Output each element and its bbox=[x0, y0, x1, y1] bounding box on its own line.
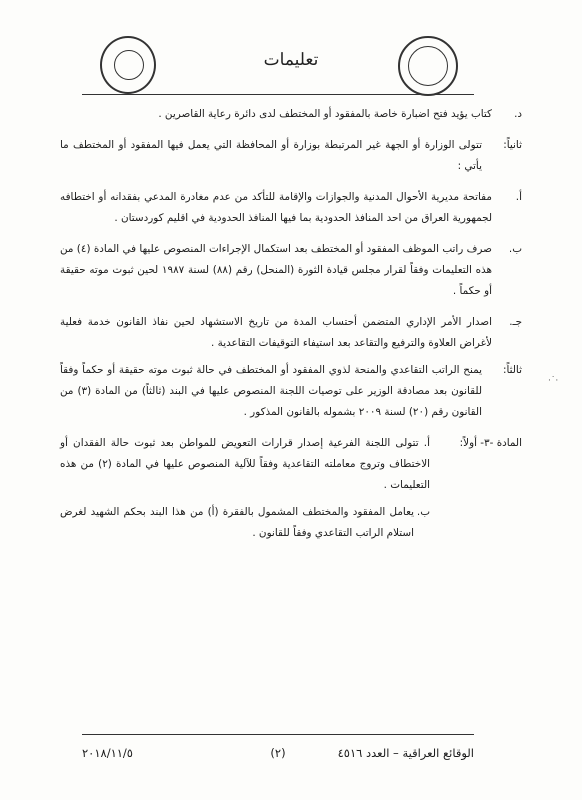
clause-label: ب. bbox=[508, 243, 522, 255]
footer-rule bbox=[82, 734, 474, 735]
clause-text: صرف راتب الموظف المفقود أو المختطف بعد استكمال الإجراءات المنصوص عليها في المادة (٤) من هذه التعليمات وفقاً لقرار مجلس قيادة الثورة (المنحل) رقم (٨٨) لسنة ١٩٨٧ لحين ثبوت موته حقيقة أو حكماً . bbox=[60, 243, 492, 297]
gazette-issue: الوقائع العراقية – العدد ٤٥١٦ bbox=[337, 746, 474, 760]
article-label: المادة -٣- أولاً: bbox=[459, 437, 522, 449]
clause-label: ب. bbox=[416, 506, 430, 518]
clause-text: اصدار الأمر الإداري المتضمن أحتساب المدة من تاريخ الاستشهاد لحين نفاذ القانون خدمة فعلية لأغراض العلاوة والترفيع والتقاعد بعد استيفاء التوقيفات التقاعدية . bbox=[60, 316, 492, 349]
clause-d bbox=[60, 104, 522, 125]
clause-label: د. bbox=[514, 108, 522, 120]
clause-text: تتولى الوزارة أو الجهة غير المرتبطة بوزارة أو المحافظة التي يعمل فيها المفقود أو المختطف ما يأتي : bbox=[60, 139, 482, 172]
article-3-b bbox=[60, 502, 522, 544]
clause-second-a bbox=[60, 187, 522, 229]
header-rule bbox=[82, 94, 474, 95]
clause-text: يعامل المفقود والمختطف المشمول بالفقرة (أ) من هذا البند بحكم الشهيد لغرض استلام الراتب التقاعدي وفقاً للقانون . bbox=[60, 506, 414, 539]
issue-date: ٢٠١٨/١١/٥ bbox=[82, 746, 133, 760]
document-body bbox=[60, 104, 522, 544]
clause-label: جـ. bbox=[509, 316, 522, 328]
page-title: تعليمات bbox=[263, 50, 319, 70]
clause-second-b bbox=[60, 239, 522, 302]
scan-mark: ·˙· bbox=[548, 376, 559, 386]
clause-label: ثالثاً: bbox=[502, 364, 522, 376]
clause-text: يمنح الراتب التقاعدي والمنحة لذوي المفقود أو المختطف في حالة ثبوت موته حقيقة أو حكماً وفقاً للقانون بعد مصادقة الوزير على توصيات اللجنة المنصوص عليها في البند (ثالثاً) من المادة (٣) من القانون رقم (٢٠) لسنة ٢٠٠٩ بشموله بالقانون المذكور . bbox=[60, 364, 482, 418]
clause-second bbox=[60, 135, 522, 177]
clause-text: أ. تتولى اللجنة الفرعية إصدار قرارات التعويض للمواطن بعد ثبوت حالة الفقدان أو الاختطاف وتروج معاملته التقاعدية وفقاً للآلية المنصوص عليها في المادة (٢) من هذه التعليمات . bbox=[60, 437, 431, 491]
article-3 bbox=[60, 433, 522, 496]
page-footer bbox=[82, 746, 474, 760]
clause-label: أ. bbox=[515, 191, 522, 203]
clause-text: مفاتحة مديرية الأحوال المدنية والجوازات والإقامة للتأكد من عدم مغادرة المدعي بفقدانه أو اختطافه لجمهورية العراق من احد المنافذ الحدودية بما فيها المنافذ الحدودية في اقليم كوردستان . bbox=[60, 191, 492, 224]
clause-third bbox=[60, 360, 522, 423]
page-number: (٢) bbox=[270, 746, 286, 760]
clause-second-c bbox=[60, 312, 522, 354]
clause-text: كتاب يؤيد فتح اضبارة خاصة بالمفقود أو المختطف لدى دائرة رعاية القاصرين . bbox=[158, 108, 492, 120]
clause-label: ثانياً: bbox=[503, 139, 522, 151]
